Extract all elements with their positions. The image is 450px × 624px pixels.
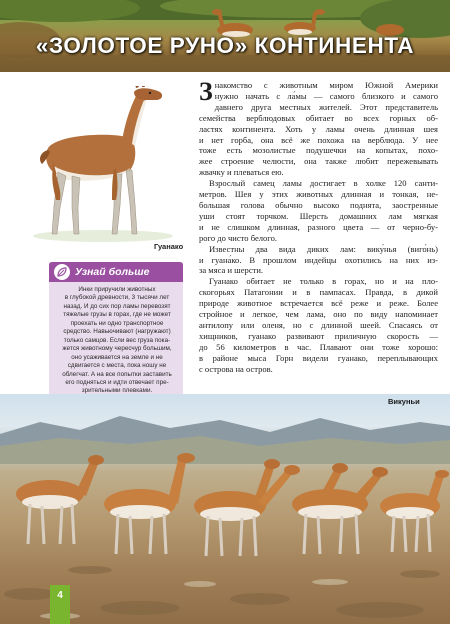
- paragraph-3: [199, 244, 438, 277]
- leaf-icon: [54, 264, 70, 280]
- page-title: «ЗОЛОТОЕ РУНО» КОНТИНЕНТА: [35, 33, 415, 58]
- info-line: оно усаживается на земле и не: [71, 353, 163, 361]
- article-text: [199, 77, 438, 374]
- text-line: жее строение челюсти, она также любит пережевывать: [199, 156, 438, 167]
- text-line: Взрослый самец ламы достигает в холке 120 санти-: [209, 178, 438, 189]
- text-line: уши стоят торчком. Шерсть домашних лам мягкая: [199, 210, 438, 221]
- paragraph-2: [199, 178, 438, 243]
- text-line: за мяса и шерсти.: [199, 265, 264, 276]
- info-line: сдвигается с места, пока ношу не: [67, 362, 167, 370]
- drop-cap: З: [199, 77, 213, 106]
- info-line: облегчат. А на все попытки заставить: [62, 370, 172, 378]
- header-banner: [0, 0, 450, 72]
- text-line: метров. Шея у этих животных длинная и тонкая, не-: [199, 189, 438, 200]
- text-line: тоже есть мозолистые подушечки на копытах, похо-: [199, 145, 438, 156]
- text-line: семейства верблюдовых обитает во всех горных об-: [199, 112, 438, 123]
- text-line: до 56 километров в час. Плавают они тоже хорошо:: [199, 341, 438, 352]
- paragraph-1: [199, 77, 438, 178]
- text-line: ластях континента. Хоть у ламы очень длинная шея: [199, 123, 438, 134]
- info-line: назад. И до сих пор ламы перевозят: [63, 302, 171, 310]
- info-line: Инки приручили животных: [78, 286, 156, 293]
- text-line: Гуанако обитает не только в горах, но и на пло-: [209, 276, 438, 287]
- text-line: давнего друга местных жителей. Этот представитель: [214, 101, 438, 112]
- info-line: тяжелые грузы в горах, где не может: [63, 311, 171, 319]
- info-line: проехать ни одно транспортное: [70, 319, 164, 327]
- text-line: жвачку и плеваться ею.: [199, 167, 284, 178]
- page-number: 4: [57, 590, 63, 601]
- info-line: зрительными плевками.: [81, 387, 153, 395]
- info-line: его подняться и идти отвечает пре-: [65, 378, 169, 386]
- text-line: и не слишком длинная, разного цвета — от черно-бу-: [199, 221, 438, 232]
- text-line: стройное и легкое, чем лама, оно по виду напоминает: [199, 309, 438, 320]
- info-line: в глубокой древности, 3 тысячи лет: [64, 294, 170, 302]
- text-line: и нет горба, она всё же похожа на верблюда. У нее: [199, 134, 438, 145]
- text-line: накомство с животным миром Южной Америки: [214, 80, 438, 90]
- guanaco-image: [18, 86, 188, 246]
- info-line: жется животному чересчур большим,: [62, 345, 172, 353]
- text-line: и гуана́ко. В прошлом индейцы охотились на них из-: [199, 254, 438, 265]
- text-line: нужно начать с ла́мы — самого близкого и самого: [214, 90, 438, 101]
- text-line: природе животное встречается всё реже и реже. Более: [199, 298, 438, 309]
- paragraph-4: [199, 276, 438, 374]
- info-line: только самцов. Если вес груза пока-: [63, 336, 171, 344]
- info-box-text: [56, 286, 178, 396]
- text-line: в районе мыса Горн видели гуанако, переплывающих: [199, 352, 438, 363]
- text-line: рого до чисто белого.: [199, 232, 277, 243]
- text-line: Известны два вида диких лам: вику́нья (виго́нь): [209, 243, 438, 254]
- info-box-title: Узнай больше: [75, 266, 150, 278]
- text-line: антилопу или оленя, но с длинной шеей. Спасаясь от: [199, 319, 438, 330]
- text-line: хищников, гуанако развивают приличную скорость —: [199, 330, 438, 341]
- text-line: скогорьях Патагонии и в пампасах. Правда, в дикой: [199, 287, 438, 298]
- vicuna-caption: Викуньи: [388, 397, 420, 406]
- info-line: средство. Навьючивают (нагружают): [63, 328, 171, 336]
- text-line: большая голова обычно высоко поднята, заостренные: [199, 199, 438, 210]
- text-line: с острова на остров.: [199, 363, 273, 374]
- guanaco-caption: Гуанако: [154, 242, 184, 251]
